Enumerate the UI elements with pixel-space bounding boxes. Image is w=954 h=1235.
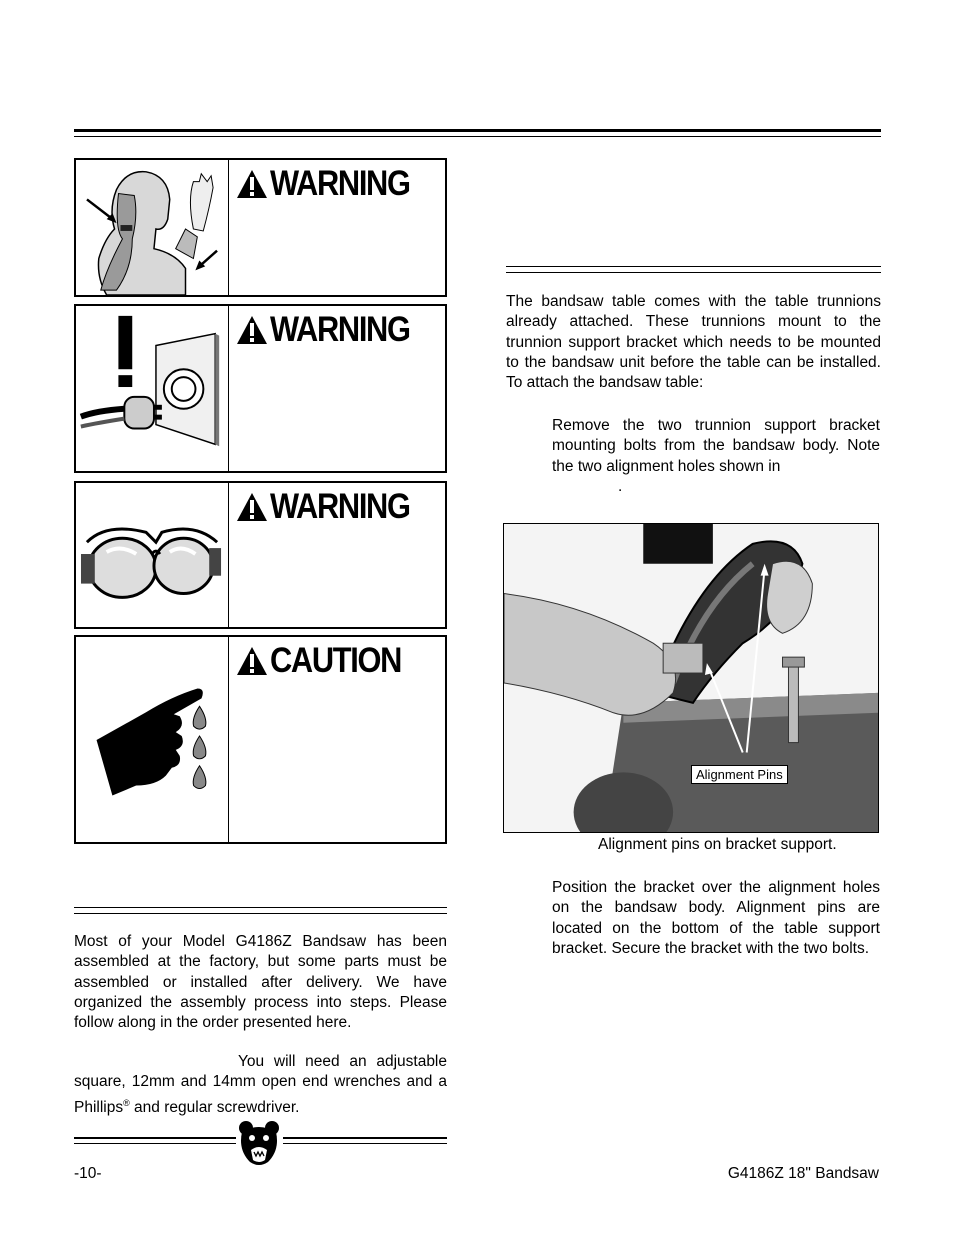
signal-word <box>236 166 429 202</box>
signal-word-text: WARNING <box>270 310 410 349</box>
sharp-edge-finger-icon <box>76 637 229 842</box>
signal-word <box>236 489 429 525</box>
alignment-pins-callout: Alignment Pins <box>691 765 788 784</box>
signal-word-text: WARNING <box>270 487 410 526</box>
section-rule-left <box>74 907 447 914</box>
warning-box-power <box>74 304 447 473</box>
warning-triangle-icon <box>236 491 268 523</box>
warning-box-glasses <box>74 481 447 629</box>
signal-word-text: CAUTION <box>270 641 402 680</box>
warning-triangle-icon <box>236 314 268 346</box>
section-rule-right <box>506 266 881 273</box>
warning-triangle-icon <box>236 168 268 200</box>
footer-rule-left <box>74 1137 236 1144</box>
warning-triangle-icon <box>236 645 268 677</box>
page-number: -10- <box>74 1165 102 1182</box>
bear-head-logo <box>238 1120 280 1166</box>
tools-paragraph: You will need an adjustable square, 12mm and 14mm open end wrenches and a Phillips® and regular screwdriver. <box>74 1053 447 1116</box>
step-2-text: Position the bracket over the alignment holes on the bandsaw body. Alignment pins are located on the bottom of the table support bracket. Secure the bracket with the two bolts. <box>552 879 880 957</box>
safety-glasses-icon <box>76 483 229 627</box>
intro-paragraph: Most of your Model G4186Z Bandsaw has been assembled at the factory, but some parts must be assembled or installed after delivery. We have organized the assembly process into steps. Please follow along in the order presented here. <box>74 933 447 1032</box>
header-rule <box>74 129 881 137</box>
step-1-text: Remove the two trunnion support bracket mounting bolts from the bandsaw body. Note the two alignment holes shown in <box>552 417 880 475</box>
signal-word <box>236 643 419 679</box>
caution-box-sharp <box>74 635 447 844</box>
unplugged-power-cord-icon <box>76 306 229 471</box>
long-hair-gloves-icon <box>76 160 229 295</box>
warning-box-hair <box>74 158 447 297</box>
footer-model: G4186Z 18" Bandsaw <box>727 1165 879 1182</box>
footer-rule-right <box>283 1137 447 1144</box>
alignment-pins-photo <box>503 523 879 833</box>
signal-word-text: WARNING <box>270 164 410 203</box>
step-1-period: . <box>618 478 623 495</box>
figure-caption: Alignment pins on bracket support. <box>598 836 837 853</box>
table-intro-paragraph: The bandsaw table comes with the table trunnions already attached. These trunnions mount to the trunnion support bracket which needs to be mounted to the bandsaw unit before the table can be installed. To attach the bandsaw table: <box>506 293 881 392</box>
signal-word <box>236 312 429 348</box>
